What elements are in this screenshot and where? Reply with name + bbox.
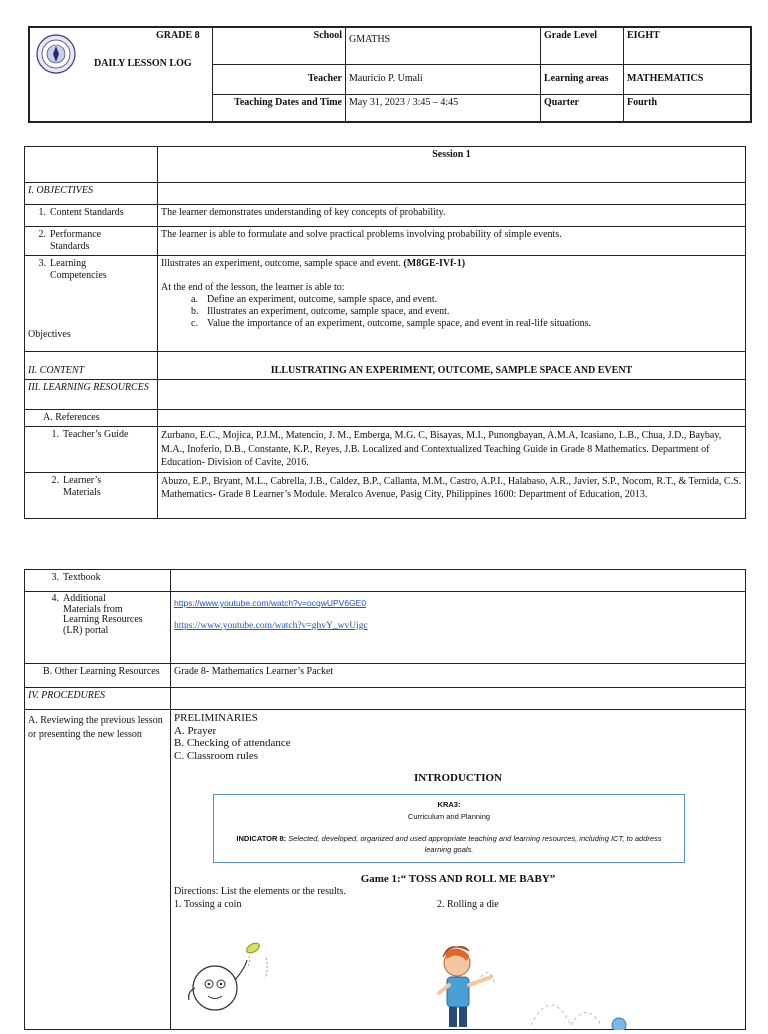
video-link-2[interactable]: https://www.youtube.com/watch?v=ghvY_wvUjgc [174, 621, 368, 631]
lesson-table-part1 [24, 146, 746, 519]
item-label: Learner’s Materials [63, 474, 102, 498]
item-number: 2. [38, 229, 46, 240]
item-number: 4. [51, 593, 59, 604]
die-roll-illustration [421, 925, 641, 1030]
school-value: GMATHS [346, 27, 541, 64]
performance-standards-text: The learner is able to formulate and solve practical problems involving probability of simple events. [158, 227, 746, 256]
teacher-label: Teacher [213, 64, 346, 94]
task-rolling-die: 2. Rolling a die [437, 899, 499, 910]
content-standards-text: The learner demonstrates understanding of key concepts of probability. [158, 205, 746, 227]
grade-level-label: Grade Level [541, 27, 624, 64]
kra-subtitle: Curriculum and Planning [407, 812, 491, 821]
preliminaries-block [174, 712, 291, 762]
competencies-cell [158, 256, 746, 352]
additional-materials-label [25, 592, 171, 664]
objectives-label: Objectives [28, 329, 71, 340]
learning-areas-value: MATHEMATICS [624, 64, 752, 94]
item-number: 1. [51, 429, 59, 440]
task-tossing-coin: 1. Tossing a coin [174, 899, 242, 910]
competency-line [161, 258, 742, 270]
textbook-label [25, 570, 171, 592]
content-heading: II. CONTENT [25, 352, 158, 380]
game-title: Game 1:“ TOSS AND ROLL ME BABY” [360, 873, 556, 885]
learners-materials-text: Abuzo, E.P., Bryant, M.L., Cabrella, J.B., Caldez, B.P., Callanta, M.M., Castro, A.P.I., Halabaso, A.R., Javier, S.P., Nocom, R.T., & Ternida, C.S. Mathematics- Grade 8 Learner’s Module. Meralco Avenue, Pasig City, Philippines 1600: Department of Education, 2013. [158, 472, 746, 518]
objectives-heading: I. OBJECTIVES [25, 183, 158, 205]
item-text: Define an experiment, outcome, sample space, and event. [207, 294, 438, 305]
teacher-value: Mauricio P. Umali [346, 64, 541, 94]
references-label: A. References [25, 410, 158, 427]
prelim-item: B. Checking of attendance [174, 737, 291, 749]
teachers-guide-text: Zurbano, E.C., Mojica, P.J.M., Matencio, J. M., Emberga, M.G. C, Bisayas, M.I., Punongbayan, A.M.A, Icasiano, L.B., Chua, J.D., Baybay, M.A., Inoferio, D.B., Constante, K.P., Reyes, J.B. Localized and Contextualized Teaching Guide in Grade 8 Mathematics. Department of Education- Division of Cavite, 2016. [158, 427, 746, 473]
prelim-item: C. Classroom rules [174, 749, 259, 762]
procedure-content [171, 710, 746, 1030]
header-table [28, 26, 752, 123]
blank-cell [171, 688, 746, 710]
item-label: Additional Materials from Learning Resources (LR) portal [63, 593, 143, 636]
item-text: Value the importance of an experiment, outcome, sample space, and event in real-life situations. [207, 318, 592, 329]
dates-value: May 31, 2023 / 3:45 – 4:45 [346, 94, 541, 122]
learning-areas-label: Learning areas [541, 64, 624, 94]
quarter-label: Quarter [541, 94, 624, 122]
item-number: 2. [51, 474, 59, 486]
session-heading: Session 1 [158, 147, 746, 183]
learners-materials-label [25, 472, 158, 518]
header-title-cell [29, 27, 213, 122]
competency-text: Illustrates an experiment, outcome, sample space and event. [161, 258, 401, 269]
coin-toss-illustration [181, 938, 291, 1016]
blank-cell [25, 147, 158, 183]
learning-competencies-label [25, 256, 158, 352]
other-resources-text: Grade 8- Mathematics Learner’s Packet [171, 664, 746, 688]
item-number: 3. [38, 258, 46, 269]
video-link-1[interactable]: https://www.youtube.com/watch?v=ocqwUPV6GE0 [174, 598, 367, 608]
prelim-item: A. Prayer [174, 724, 217, 737]
item-label: Content Standards [50, 207, 124, 218]
objectives-intro: At the end of the lesson, the learner is able to: [161, 282, 345, 293]
item-label: Performance Standards [50, 229, 102, 252]
kra-box [213, 794, 685, 863]
item-letter: c. [191, 318, 198, 329]
item-label: Textbook [63, 572, 101, 583]
daily-lesson-log-title: DAILY LESSON LOG [94, 58, 192, 69]
content-standards-label [25, 205, 158, 227]
list-item [191, 294, 742, 306]
directions-text: Directions: List the elements or the results. [174, 886, 346, 897]
other-resources-label: B. Other Learning Resources [25, 664, 171, 688]
grade-label: GRADE 8 [156, 30, 200, 41]
introduction-heading: INTRODUCTION [413, 772, 502, 784]
preliminaries-heading: PRELIMINARIES [174, 712, 258, 724]
learning-resources-heading: III. LEARNING RESOURCES [25, 380, 158, 410]
dates-label: Teaching Dates and Time [213, 94, 346, 122]
deped-seal-icon [36, 34, 76, 74]
indicator-label: INDICATOR 8: [236, 834, 287, 843]
item-label: Learning Competencies [50, 258, 107, 281]
teachers-guide-label [25, 427, 158, 473]
item-letter: b. [191, 306, 199, 317]
procedures-heading: IV. PROCEDURES [25, 688, 171, 710]
item-label: Teacher’s Guide [63, 429, 129, 440]
blank-cell [171, 570, 746, 592]
kra-title: KRA3: [437, 800, 461, 809]
step-a-label: A. Reviewing the previous lesson or presenting the new lesson [25, 710, 171, 1030]
performance-standards-label [25, 227, 158, 256]
content-title: ILLUSTRATING AN EXPERIMENT, OUTCOME, SAMPLE SPACE AND EVENT [158, 352, 746, 380]
list-item [191, 306, 742, 318]
blank-cell [158, 410, 746, 427]
grade-level-value: EIGHT [624, 27, 752, 64]
school-label: School [213, 27, 346, 64]
indicator-text [234, 833, 664, 855]
item-number: 1. [38, 207, 46, 218]
list-item [191, 318, 742, 330]
item-text: Illustrates an experiment, outcome, sample space, and event. [207, 306, 450, 317]
competency-code: (M8GE-IVf-1) [403, 258, 466, 269]
item-number: 3. [51, 572, 59, 583]
indicator-description: Selected, developed, organized and used appropriate teaching and learning resources, including ICT, to address learning goals. [288, 834, 662, 854]
item-letter: a. [191, 294, 198, 305]
blank-cell [158, 380, 746, 410]
links-cell [171, 592, 746, 664]
lesson-table-part2 [24, 569, 746, 1030]
objectives-list [161, 294, 742, 330]
quarter-value: Fourth [624, 94, 752, 122]
blank-cell [158, 183, 746, 205]
